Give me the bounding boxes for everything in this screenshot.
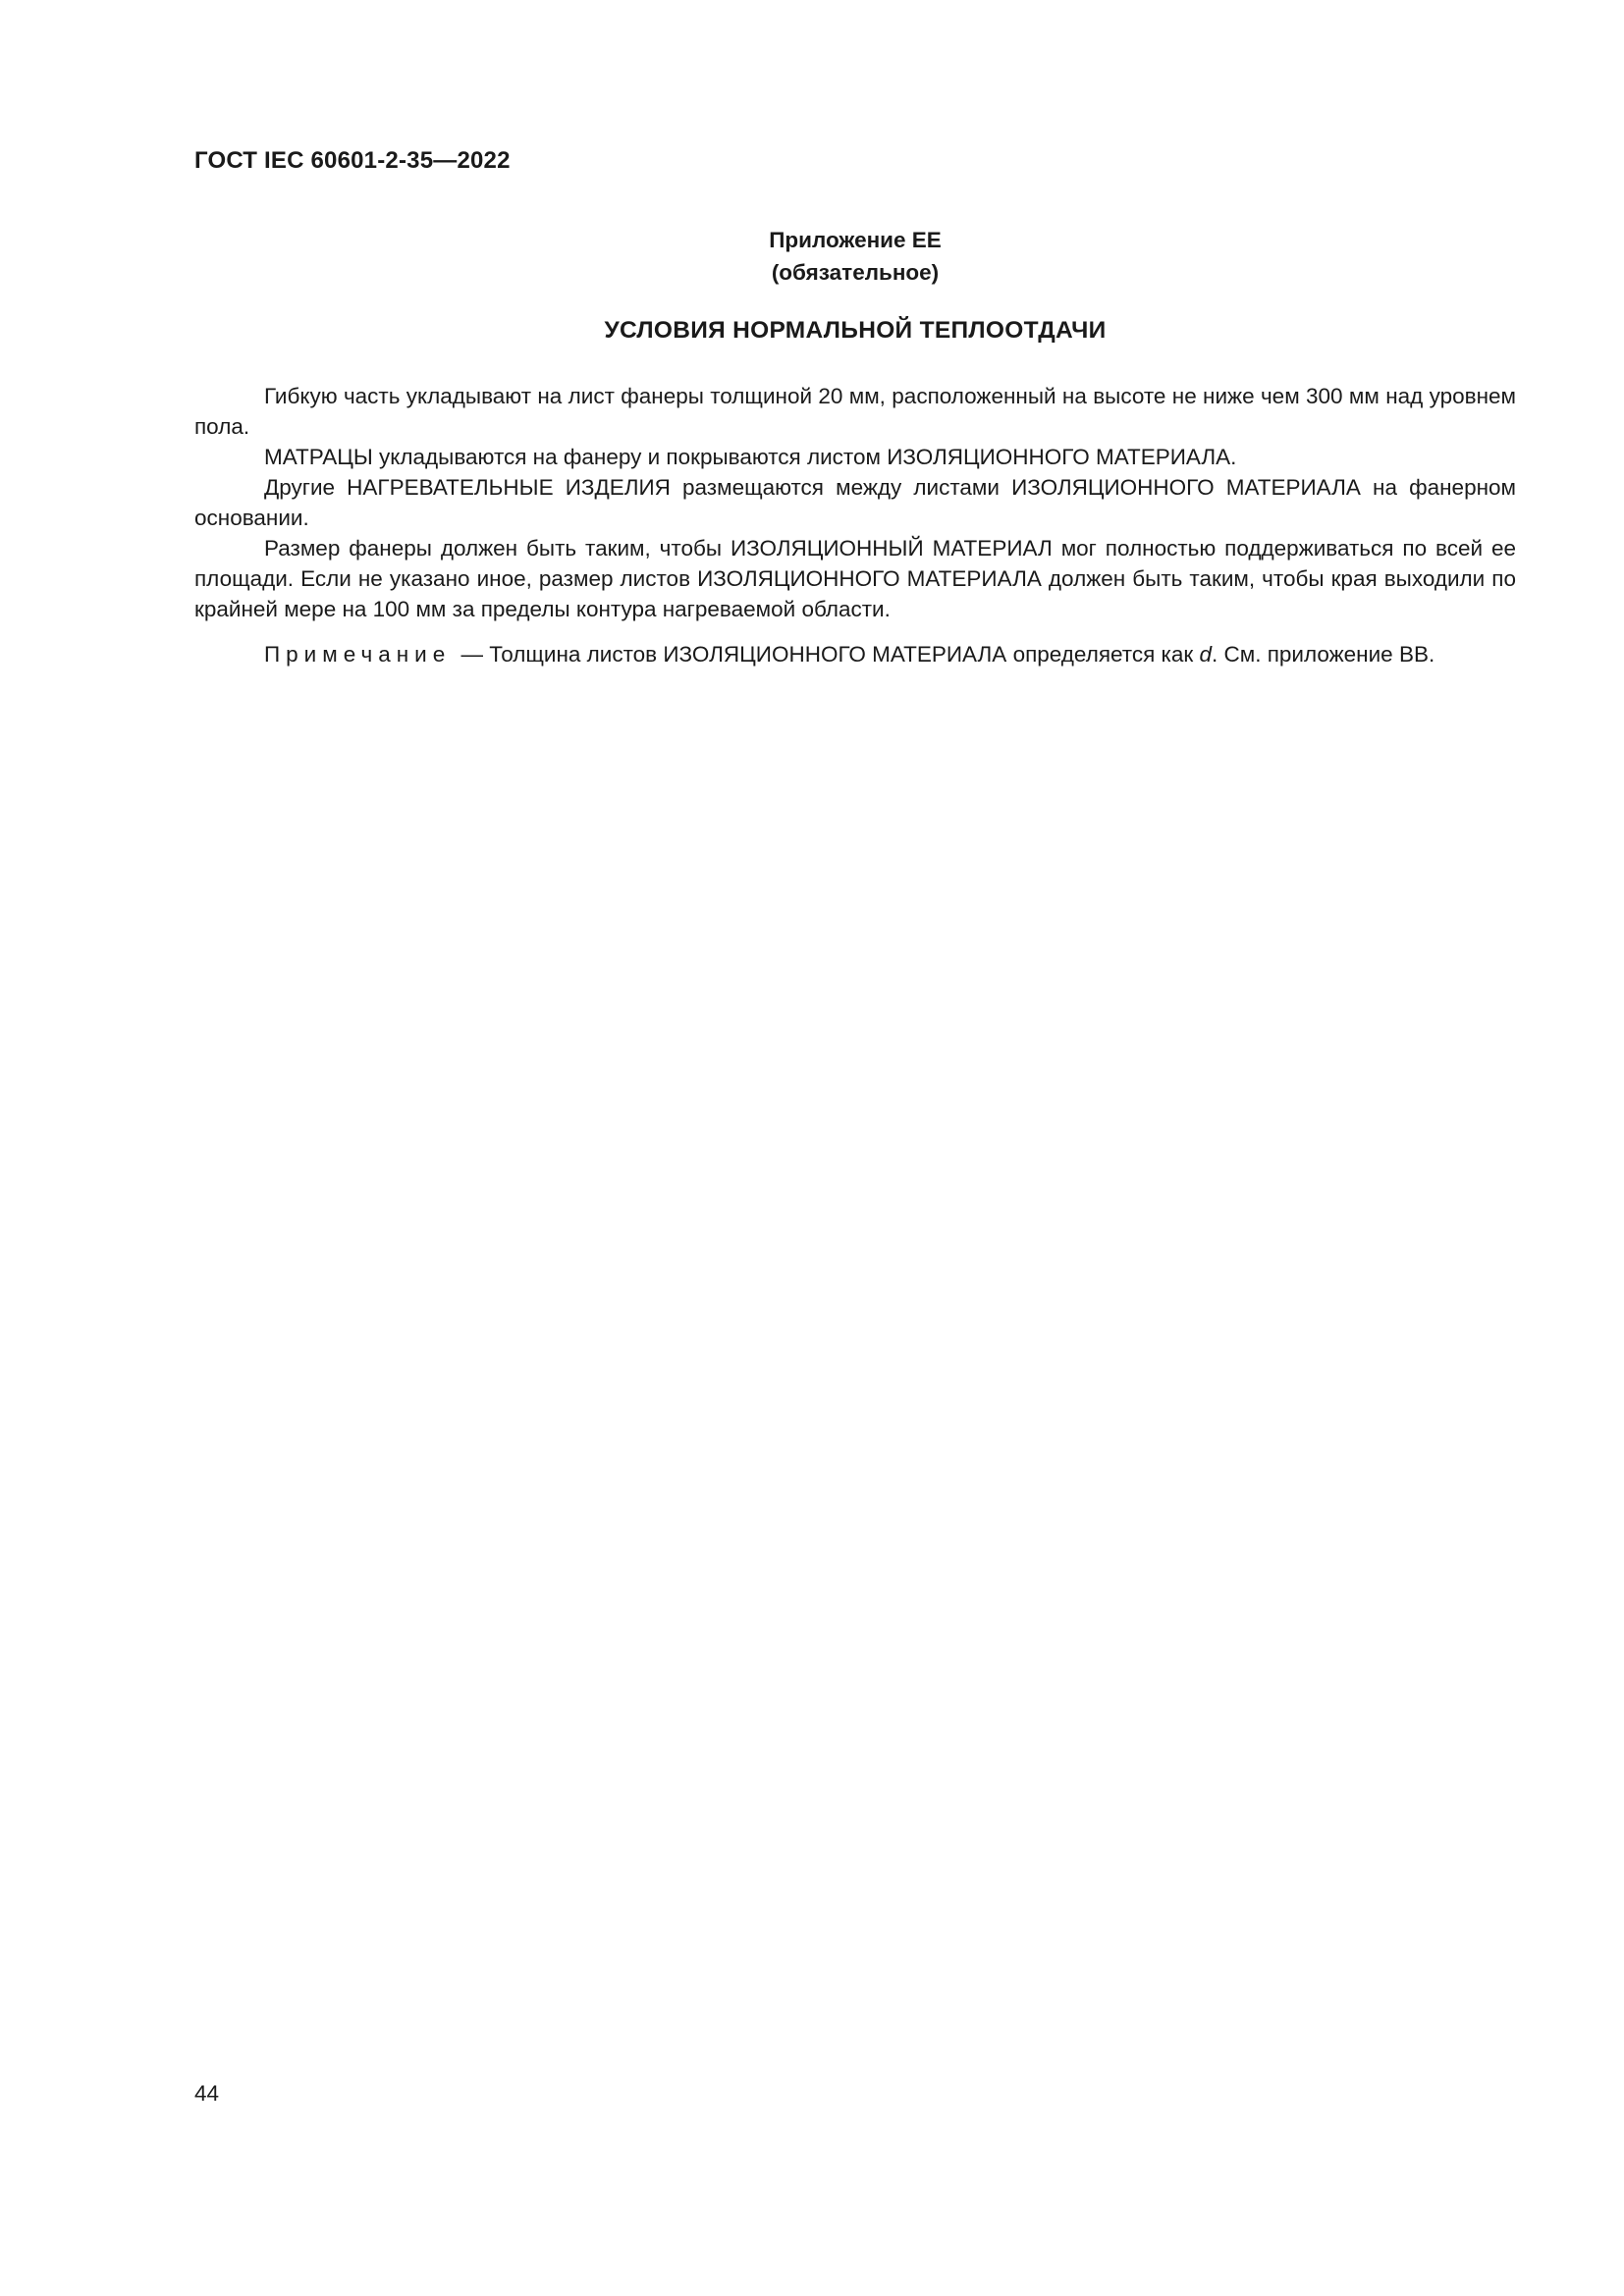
annex-body	[194, 381, 1516, 669]
annex-label: Приложение ЕЕ	[769, 228, 942, 252]
note-text-after: . См. приложение ВВ.	[1211, 642, 1435, 667]
standard-id: ГОСТ IEC 60601-2-35—2022	[194, 147, 511, 174]
note-paragraph	[194, 639, 1516, 669]
paragraph: Другие НАГРЕВАТЕЛЬНЫЕ ИЗДЕЛИЯ размещаются между листами ИЗОЛЯЦИОННОГО МАТЕРИАЛА на фанерном основании.	[194, 475, 1516, 530]
paragraph: Гибкую часть укладывают на лист фанеры толщиной 20 мм, расположенный на высоте не ниже чем 300 мм над уровнем пола.	[194, 384, 1516, 439]
note-label: Примечание	[264, 642, 452, 667]
note-symbol: d	[1199, 642, 1212, 667]
annex-heading	[194, 224, 1516, 289]
note-text-before: — Толщина листов ИЗОЛЯЦИОННОГО МАТЕРИАЛА определяется как	[455, 642, 1200, 667]
annex-title: УСЛОВИЯ НОРМАЛЬНОЙ ТЕПЛООТДАЧИ	[604, 317, 1107, 344]
paragraph: Размер фанеры должен быть таким, чтобы ИЗОЛЯЦИОННЫЙ МАТЕРИАЛ мог полностью поддерживаться по всей ее площади. Если не указано иное, размер листов ИЗОЛЯЦИОННОГО МАТЕРИАЛА должен быть таким, чтобы края выходили по крайней мере на 100 мм за пределы контура нагреваемой области.	[194, 536, 1516, 621]
paragraph: МАТРАЦЫ укладываются на фанеру и покрываются листом ИЗОЛЯЦИОННОГО МАТЕРИАЛА.	[264, 445, 1237, 469]
annex-status: (обязательное)	[771, 260, 940, 285]
page-number: 44	[194, 2081, 220, 2106]
